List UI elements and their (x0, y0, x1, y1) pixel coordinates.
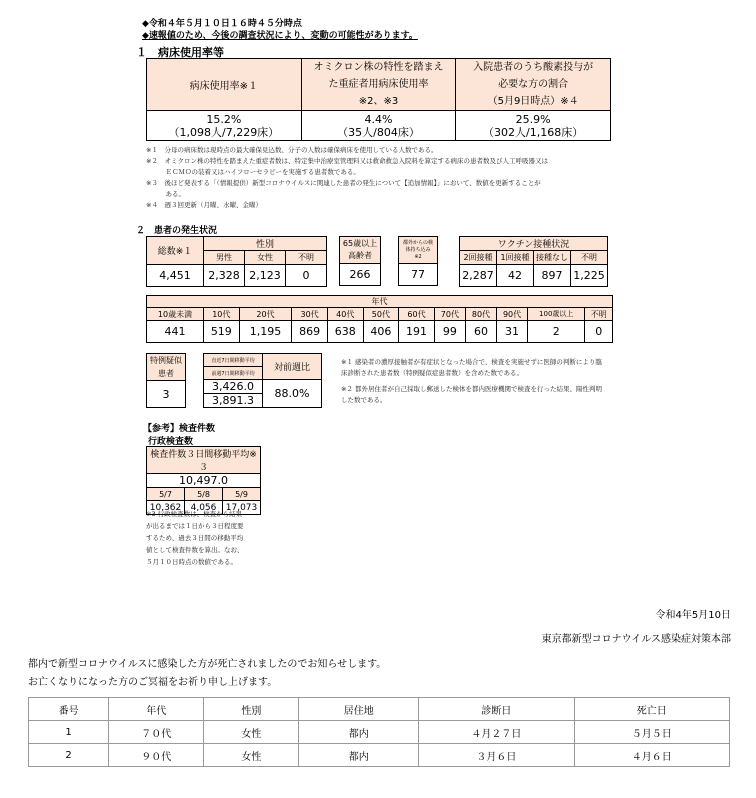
test-count-header: 検査件数３日間移動平均※３ (147, 447, 261, 474)
reference-note-line3: するため、過去３日間の移動平均 (146, 534, 244, 542)
bed-usage-rate-header: 病床使用率※１ (147, 59, 302, 111)
severe-bed-usage-detail: （35人/804床） (337, 125, 420, 139)
severe-bed-usage-cell (301, 111, 456, 141)
outside-value: 77 (399, 264, 438, 286)
total-label: 総数※１ (147, 237, 204, 265)
age-value: 191 (399, 321, 435, 343)
announcement-line1: 都内で新型コロナウイルスに感染した方が死亡されましたのでお知らせします。 (28, 659, 387, 670)
section2-note2-line2: した数である。 (341, 396, 387, 404)
section2-note1-line1: ※１ 感染者の濃厚接触者が有症状となった場合で、検査を実施せずに医師の判断により臨 (341, 358, 602, 366)
test-date: 5/8 (185, 488, 223, 501)
vaccine-label: 2回接種 (460, 251, 497, 265)
age-value: 869 (292, 321, 328, 343)
section2-note1-line2: 床診断された患者数（特例疑似症患者数）を含めた数である。 (341, 369, 523, 377)
age-value: 406 (363, 321, 399, 343)
test-count-table (146, 446, 261, 515)
vaccine-value: 42 (497, 265, 534, 287)
table-row (29, 721, 730, 744)
age-label: 50代 (363, 308, 399, 321)
age-label: 80代 (465, 308, 496, 321)
announcement-line2: お亡くなりになった方のご冥福をお祈り申し上げます。 (28, 677, 278, 688)
table-row (29, 744, 730, 767)
elderly-label-line2: 高齢者 (348, 251, 372, 260)
vaccine-value: 1,225 (571, 265, 608, 287)
death-diagnosis-date: ３月６日 (419, 744, 574, 767)
test-count: 17,073 (223, 501, 261, 515)
bed-usage-table (146, 58, 611, 141)
moving-average-table (203, 353, 322, 408)
age-label: 10代 (204, 308, 240, 321)
test-date: 5/7 (147, 488, 185, 501)
oxygen-header-line2: 必要な方の割合 (498, 79, 569, 90)
reference-title: 【参考】検査件数 (143, 424, 216, 434)
age-label: 60代 (399, 308, 435, 321)
death-residence: 都内 (299, 721, 419, 744)
section1-note-1: ※１ 分母の病床数は現時点の最大確保見込数、分子の人数は確保病床を使用している人数である。 (146, 146, 438, 154)
vaccine-label: 不明 (571, 251, 608, 265)
age-value: 441 (147, 321, 204, 343)
outside-label-line3: ※2 (414, 253, 422, 260)
vaccine-value: 897 (534, 265, 571, 287)
bed-usage-rate-cell (147, 111, 302, 141)
severe-header-line3: ※2、※3 (358, 96, 399, 107)
reference-note-line4: 値として検査件数を算出。なお、 (146, 546, 244, 554)
reference-note-line1: ※3 行政検査数は、検査から結果 (146, 510, 243, 518)
outside-label (399, 237, 438, 264)
deaths-header-row (29, 698, 730, 721)
unknown-sex-label: 不明 (286, 251, 327, 265)
age-value: 519 (204, 321, 240, 343)
outside-label-line2: 体持ち込み (405, 246, 431, 253)
death-number: 2 (29, 744, 109, 767)
section1-note-6: ※４ 週３回更新（月曜、水曜、金曜） (146, 201, 262, 209)
male-value: 2,328 (204, 265, 245, 287)
death-residence: 都内 (299, 744, 419, 767)
prev-avg-label: 前週7日間移動平均 (204, 367, 263, 380)
severe-bed-usage-header (301, 59, 456, 111)
outside-label-line1: 都外からの検 (402, 239, 433, 246)
deaths-header-diagnosis-date: 診断日 (419, 698, 574, 721)
death-age: ９０代 (109, 744, 204, 767)
female-label: 女性 (245, 251, 286, 265)
age-label: 10歳未満 (147, 308, 204, 321)
death-date: ４月６日 (574, 744, 729, 767)
vaccine-value: 2,287 (460, 265, 497, 287)
age-value: 60 (465, 321, 496, 343)
test-count: 10,362 (147, 501, 185, 515)
oxygen-ratio-cell (456, 111, 611, 141)
oxygen-ratio-header (456, 59, 611, 111)
outside-table (398, 236, 438, 286)
recent-avg-value: 3,426.0 (204, 380, 263, 394)
oxygen-ratio-detail: （302人/1,168床） (483, 125, 584, 139)
unknown-sex-value: 0 (286, 265, 327, 287)
age-label: 不明 (585, 308, 613, 321)
age-label: 100歳以上 (528, 308, 585, 321)
section2-note2-line1: ※２ 都外居住者が自己採取し郵送した検体を都内医療機関で検査を行った結果、陽性判明 (341, 385, 603, 393)
sex-header: 性別 (204, 237, 327, 251)
age-value: 31 (497, 321, 528, 343)
vaccine-label: 接種なし (534, 251, 571, 265)
prev-avg-value: 3,891.3 (204, 394, 263, 408)
test-count: 4,056 (185, 501, 223, 515)
age-table (146, 295, 613, 343)
week-ratio-label: 対前週比 (263, 354, 322, 380)
reference-note-line5: ５月１０日時点の数値である。 (146, 558, 237, 566)
reference-note-line2: が出るまでは１日から３日程度要 (146, 522, 244, 530)
section1-notes (146, 145, 616, 211)
test-date: 5/9 (223, 488, 261, 501)
age-value: 638 (327, 321, 363, 343)
death-sex: 女性 (204, 721, 299, 744)
bed-usage-rate-detail: （1,098人/7,229床） (168, 125, 280, 139)
section2-note1 (341, 357, 641, 379)
reference-subtitle: 行政検査数 (148, 437, 194, 447)
death-age: ７０代 (109, 721, 204, 744)
death-diagnosis-date: ４月２７日 (419, 721, 574, 744)
severe-bed-usage-value: 4.4% (364, 112, 393, 126)
age-value: 1,195 (239, 321, 292, 343)
male-label: 男性 (204, 251, 245, 265)
deaths-header-age: 年代 (109, 698, 204, 721)
deaths-header-sex: 性別 (204, 698, 299, 721)
announcement-date: 令和4年5月10日 (655, 610, 731, 621)
week-ratio-value: 88.0% (263, 380, 322, 408)
section1-note-5: ある。 (146, 190, 185, 198)
suspected-label-line1: 特例疑似 (150, 356, 182, 365)
suspected-label-line2: 患者 (158, 369, 174, 378)
female-value: 2,123 (245, 265, 286, 287)
severe-header-line1: オミクロン株の特性を踏まえ (313, 62, 444, 73)
recent-avg-label: 直近7日間移動平均 (204, 354, 263, 367)
bed-usage-rate-value: 15.2% (206, 112, 242, 126)
vaccine-label: 1回接種 (497, 251, 534, 265)
elderly-label (340, 237, 381, 264)
age-label: 20代 (239, 308, 292, 321)
deaths-header-death-date: 死亡日 (574, 698, 729, 721)
deaths-table (28, 697, 730, 767)
suspected-table (146, 353, 186, 408)
vaccine-table (459, 236, 608, 287)
age-label: 90代 (497, 308, 528, 321)
section1-note-2: ※２ オミクロン株の特性を踏まえた重症者数は、特定集中治療室管理料又は救命救急入院料を算定する病床の患者数及び人工呼吸器又は (146, 157, 548, 165)
elderly-value: 266 (340, 264, 381, 286)
oxygen-header-line1: 入院患者のうち酸素投与が (473, 62, 594, 73)
elderly-table (339, 236, 381, 286)
vaccine-header: ワクチン接種状況 (460, 237, 608, 251)
death-sex: 女性 (204, 744, 299, 767)
age-value: 99 (434, 321, 465, 343)
age-value: 2 (528, 321, 585, 343)
oxygen-header-line3: （5月9日時点）※４ (487, 96, 579, 107)
suspected-value: 3 (147, 381, 186, 408)
section1-note-3: ＥＣＭＯの装着又はハイフローセラピーを実施する患者数である。 (146, 168, 360, 176)
death-number: 1 (29, 721, 109, 744)
age-header: 年代 (147, 296, 613, 308)
elderly-label-line1: 65歳以上 (342, 239, 378, 248)
age-label: 40代 (327, 308, 363, 321)
announcement-org: 東京都新型コロナウイルス感染症対策本部 (541, 634, 731, 645)
deaths-header-residence: 居住地 (299, 698, 419, 721)
test-count-average: 10,497.0 (147, 474, 261, 488)
death-date: ５月５日 (574, 721, 729, 744)
report-timestamp: ◆令和４年５月１０日１６時４５分時点 (142, 19, 302, 29)
oxygen-ratio-value: 25.9% (515, 112, 551, 126)
section2-note2 (341, 384, 641, 406)
total-value: 4,451 (147, 265, 204, 287)
severe-header-line2: た重症者用病床使用率 (328, 79, 429, 90)
caution-note: ◆速報値のため、今後の調査状況により、変動の可能性があります。 (142, 31, 418, 41)
sex-table (146, 236, 327, 287)
age-value: 0 (585, 321, 613, 343)
deaths-header-number: 番号 (29, 698, 109, 721)
section1-note-4: ※３ 後ほど発表する「（情報提供）新型コロナウイルスに関連した患者の発生について【追加情報】」において、数値を更新することが (146, 179, 541, 187)
section2-title: ２ 患者の発生状況 (136, 226, 218, 236)
section1-title: １ 病床使用率等 (136, 46, 224, 59)
suspected-label (147, 354, 186, 381)
age-label: 30代 (292, 308, 328, 321)
reference-note (146, 508, 276, 568)
age-label: 70代 (434, 308, 465, 321)
